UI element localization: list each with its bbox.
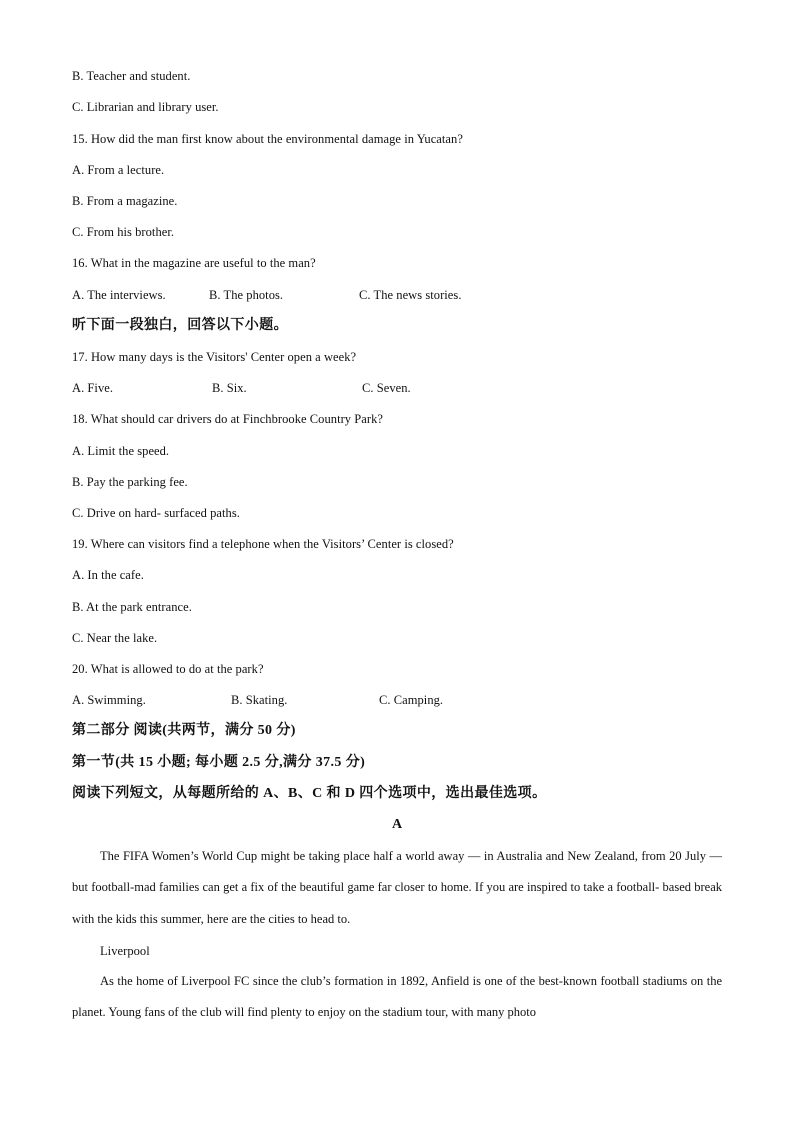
q18-option-a: A. Limit the speed. — [72, 444, 170, 458]
passage-paragraph-1 — [72, 841, 722, 935]
monologue-heading: 听下面一段独白，回答以下小题。 — [72, 318, 288, 333]
q17-option-c: C. Seven. — [362, 381, 411, 395]
q15-question: 15. How did the man first know about the environmental damage in Yucatan? — [72, 132, 463, 146]
q16-question: 16. What in the magazine are useful to the man? — [72, 256, 316, 270]
part2-heading: 第二部分 阅读(共两节，满分 50 分) — [72, 723, 296, 738]
q18-option-b: B. Pay the parking fee. — [72, 475, 188, 489]
q19-option-c: C. Near the lake. — [72, 631, 158, 645]
q17-option-a: A. Five. — [72, 381, 114, 395]
q18-option-c: C. Drive on hard- surfaced paths. — [72, 506, 240, 520]
q15-option-b: B. From a magazine. — [72, 194, 178, 208]
q17-options — [72, 380, 722, 396]
q20-question: 20. What is allowed to do at the park? — [72, 662, 264, 676]
city-heading-liverpool: Liverpool — [100, 944, 150, 958]
passage-paragraph-1-text: The FIFA Women’s World Cup might be taking place half a world away — in Australia and New Zealand, from 20 July — but football-mad families can get a fix of the beautiful game far closer to home. If you are inspired to take a football- based break with the kids this summer, here are the cities to head to. — [72, 849, 722, 926]
q15-option-c: C. From his brother. — [72, 225, 175, 239]
q19-option-b: B. At the park entrance. — [72, 600, 192, 614]
passage-paragraph-2-text: As the home of Liverpool FC since the club’s formation in 1892, Anfield is one of the best-known football stadiums on the planet. Young fans of the club will find plenty to enjoy on the stadium tour, with many photo — [72, 974, 722, 1020]
section1-heading: 第一节(共 15 小题; 每小题 2.5 分,满分 37.5 分) — [72, 755, 366, 770]
q16-options — [72, 287, 722, 303]
q19-question: 19. Where can visitors find a telephone when the Visitors’ Center is closed? — [72, 537, 454, 551]
passage-label: A — [391, 817, 403, 832]
passage-paragraph-2 — [72, 966, 722, 1029]
q19-option-a: A. In the cafe. — [72, 568, 144, 582]
q16-option-b: B. The photos. — [209, 288, 284, 302]
q18-question: 18. What should car drivers do at Finchbrooke Country Park? — [72, 412, 383, 426]
q14-option-b: B. Teacher and student. — [72, 69, 191, 83]
q14-option-c: C. Librarian and library user. — [72, 100, 219, 114]
q15-option-a: A. From a lecture. — [72, 163, 165, 177]
q20-option-b: B. Skating. — [231, 693, 288, 707]
q17-question: 17. How many days is the Visitors' Center open a week? — [72, 350, 357, 364]
q16-option-a: A. The interviews. — [72, 288, 166, 302]
q20-option-a: A. Swimming. — [72, 693, 146, 707]
q16-option-c: C. The news stories. — [359, 288, 462, 302]
reading-instructions: 阅读下列短文，从每题所给的 A、B、C 和 D 四个选项中，选出最佳选项。 — [72, 786, 547, 801]
q17-option-b: B. Six. — [212, 381, 247, 395]
q20-option-c: C. Camping. — [379, 693, 444, 707]
q20-options — [72, 692, 722, 708]
